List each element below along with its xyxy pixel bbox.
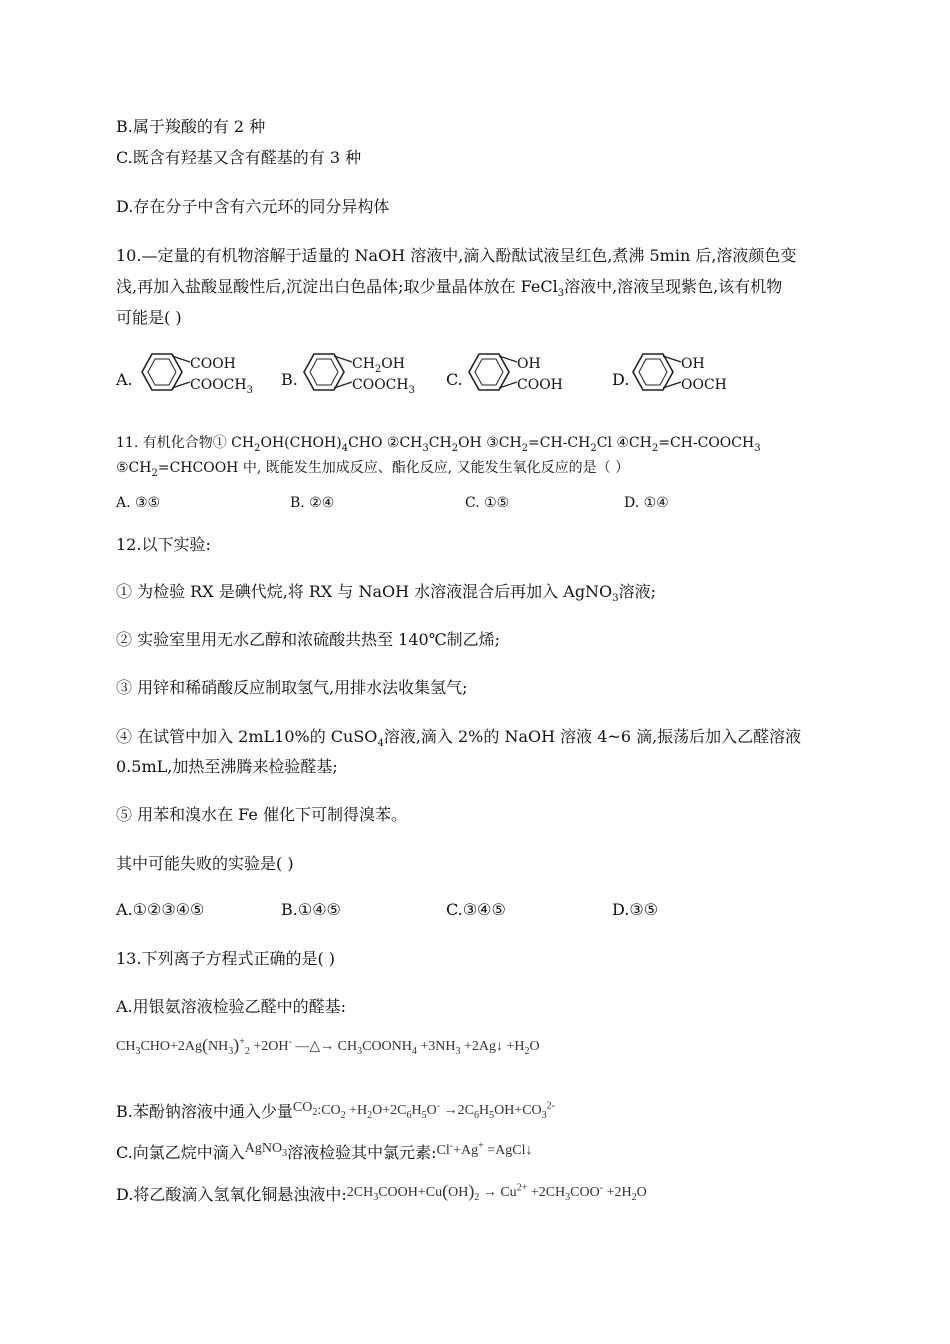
q12-item-5: ⑤ 用苯和溴水在 Fe 催化下可制得溴苯。 (116, 805, 407, 824)
q12-option-c: C.③④⑤ (446, 900, 506, 919)
q12-item-4-line2: 0.5mL,加热至沸腾来检验醛基; (116, 757, 338, 776)
q12-option-b: B.①④⑤ (281, 900, 341, 919)
q13-option-c: C.向氯乙烷中滴入AgNO$_3$溶液检验其中氯元素:Cl-+Ag+ =AgCl↓ (116, 1140, 533, 1162)
q11-option-a: A. ③⑤ (116, 495, 161, 511)
q10-stem-line1: 10.—定量的有机物溶解于适量的 NaOH 溶液中,滴入酚酞试液呈红色,煮沸 5min 后,溶液颜色变 (116, 246, 797, 265)
q10-stem-line2: 浅,再加入盐酸显酸性后,沉淀出白色晶体;取少量晶体放在 FeCl$_3$溶液中,溶液呈现紫色,该有机物 (116, 277, 783, 300)
q13-option-d: D.将乙酸滴入氢氧化铜悬浊液中$:2CH_3COOH+Cu(OH)_2 \to Cu^{2+} +2CH_3COO^- +2H_2O$ (116, 1181, 647, 1204)
q9-option-d: D.存在分子中含有六元环的同分异构体 (116, 197, 390, 216)
q9-option-b: B.属于羧酸的有 2 种 (116, 117, 266, 136)
q12-item-2: ② 实验室里用无水乙醇和浓硫酸共热至 140℃制乙烯; (116, 630, 501, 649)
q11-option-c: C. ①⑤ (465, 495, 510, 511)
q12-option-d: D.③⑤ (612, 900, 659, 919)
q10-option-a-top-group: COOH (190, 356, 236, 372)
q10-option-b-label: B. (281, 370, 298, 389)
q10-stem-line3: 可能是( ) (116, 308, 182, 327)
q10-option-c-top-group: OH (517, 356, 541, 372)
q12-option-a: A.①②③④⑤ (116, 900, 205, 919)
q10-option-a-bottom-group: $COOCH_3$ (190, 377, 253, 396)
q11-option-b: B. ②④ (290, 495, 335, 511)
q13-title: 13.下列离子方程式正确的是( ) (116, 949, 336, 968)
q11-stem-line2: $⑤CH_2=CHCOOH$ 中, 既能发生加成反应、酯化反应, 又能发生氧化反应的是（ ） (116, 460, 630, 479)
q9-option-c: C.既含有羟基又含有醛基的有 3 种 (116, 148, 362, 167)
q13-option-a-equation: $CH_3CHO+2Ag(NH_3)^+_2 +2OH^-$ —△→ $CH_3COONH_4 +3NH_3$ +2Ag↓ $+H_2O$ (116, 1035, 540, 1057)
q12-item-4-line1: ④ 在试管中加入 2mL10%的 CuSO$_4$溶液,滴入 2%的 NaOH 溶液 4~6 滴,振荡后加入乙醛溶液 (116, 727, 802, 750)
q12-question: 其中可能失败的实验是( ) (116, 854, 294, 873)
q12-item-3: ③ 用锌和稀硝酸反应制取氢气,用排水法收集氢气; (116, 678, 468, 697)
q10-option-b-top-group: $CH_2OH$ (352, 356, 405, 375)
q10-option-c-bottom-group: COOH (517, 377, 563, 393)
q10-option-d-top-group: OH (681, 356, 705, 372)
q10-option-c-label: C. (446, 370, 463, 389)
q12-item-1: ① 为检验 RX 是碘代烷,将 RX 与 NaOH 水溶液混合后再加入 AgNO$_3$溶液; (116, 582, 656, 605)
q10-option-d-bottom-group: OOCH (681, 377, 727, 393)
q10-option-d-label: D. (612, 370, 630, 389)
q11-stem-line1: 11. 有机化合物① $CH_2OH(CHOH)_4CHO$ $②CH_3CH_2OH$ $③CH_2=CH-CH_2Cl$ $④CH_2=CH-COOCH_3$ (116, 435, 761, 454)
q11-option-d: D. ①④ (624, 495, 669, 511)
q12-title: 12.以下实验: (116, 535, 211, 554)
q10-option-b-bottom-group: $COOCH_3$ (352, 377, 415, 396)
q13-option-b: B.苯酚钠溶液中通入少量$CO_2:CO_2 +H_2O+2C_6H_5O^- \to 2C_6H_5OH+CO_3^{2-}$ (116, 1100, 555, 1121)
q10-option-a-label: A. (116, 370, 133, 389)
q13-option-a-text: A.用银氨溶液检验乙醛中的醛基: (116, 997, 347, 1016)
